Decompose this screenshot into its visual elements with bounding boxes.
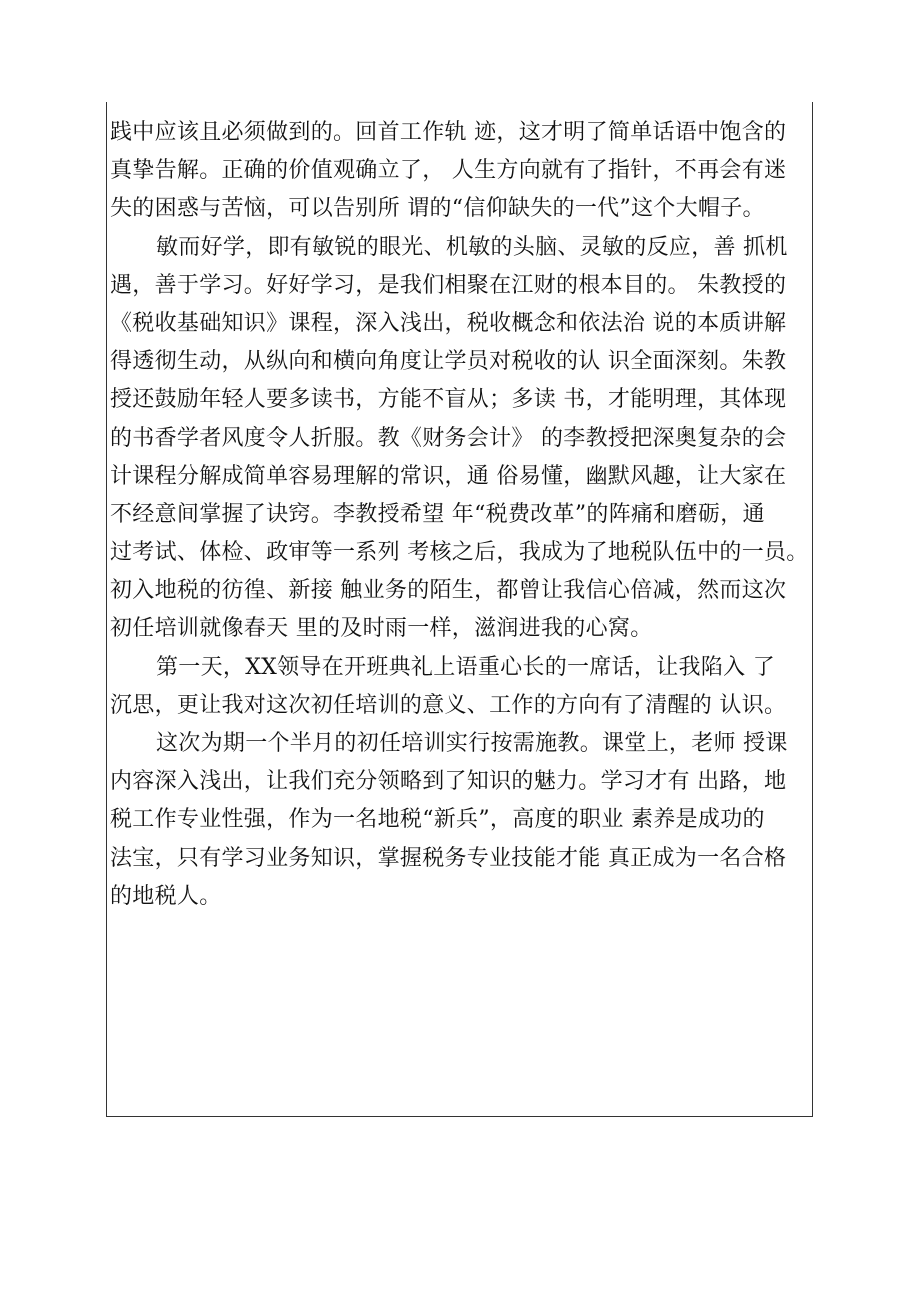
body-text [110, 114, 810, 916]
text-line: 税工作专业性强，作为一名地税“新兵”，高度的职业 素养是成功的 [110, 807, 765, 833]
text-line: 这次为期一个半月的初任培训实行按需施教。课堂上，老师 授课 [156, 731, 788, 756]
text-line: 得透彻生动，从纵向和横向角度让学员对税收的认 识全面深刻。朱教 [110, 349, 787, 375]
text-line: 内容深入浅出，让我们充分领略到了知识的魅力。学习才有 出路，地 [110, 769, 787, 795]
text-line: 真挚告解。正确的价值观确立了， 人生方向就有了指针，不再会有迷 [110, 158, 787, 184]
text-line: 遇，善于学习。好好学习，是我们相聚在江财的根本目的。 朱教授的 [110, 272, 787, 298]
text-line: 《税收基础知识》课程，深入浅出，税收概念和依法治 说的本质讲解 [110, 310, 787, 336]
text-line: 过考试、体检、政审等一系列 考核之后，我成为了地税队伍中的一员。 [110, 540, 809, 566]
text-line: 践中应该且必须做到的。回首工作轨 迹，这才明了简单话语中饱含的 [110, 120, 787, 145]
text-line: 授还鼓励年轻人要多读书，方能不盲从；多读 书，才能明理，其体现 [110, 387, 787, 413]
text-line: 初入地税的彷徨、新接 触业务的陌生，都曾让我信心倍减，然而这次 [110, 578, 787, 604]
text-line: 法宝，只有学习业务知识，掌握税务专业技能才能 真正成为一名合格 [110, 845, 787, 871]
text-line: 不经意间掌握了诀窍。李教授希望 年“税费改革”的阵痛和磨砺，通 [110, 501, 765, 527]
text-line: 初任培训就像春天 里的及时雨一样，滋润进我的心窝。 [110, 616, 653, 642]
text-line: 的地税人。 [110, 883, 222, 909]
text-line: 沉思，更让我对这次初任培训的意义、工作的方向有了清醒的 认识。 [110, 692, 787, 718]
text-line: 敏而好学，即有敏锐的眼光、机敏的头脑、灵敏的反应，善 抓机 [156, 234, 788, 260]
text-line: 失的困惑与苦恼，可以告别所 谓的“信仰缺失的一代”这个大帽子。 [110, 196, 765, 222]
text-line: 计课程分解成简单容易理解的常识，通 俗易懂，幽默风趣，让大家在 [110, 463, 787, 489]
text-line: 的书香学者风度令人折服。教《财务会计》 的李教授把深奥复杂的会 [110, 425, 787, 451]
text-line: 第一天，XX领导在开班典礼上语重心长的一席话，让我陷入 了 [156, 654, 776, 680]
